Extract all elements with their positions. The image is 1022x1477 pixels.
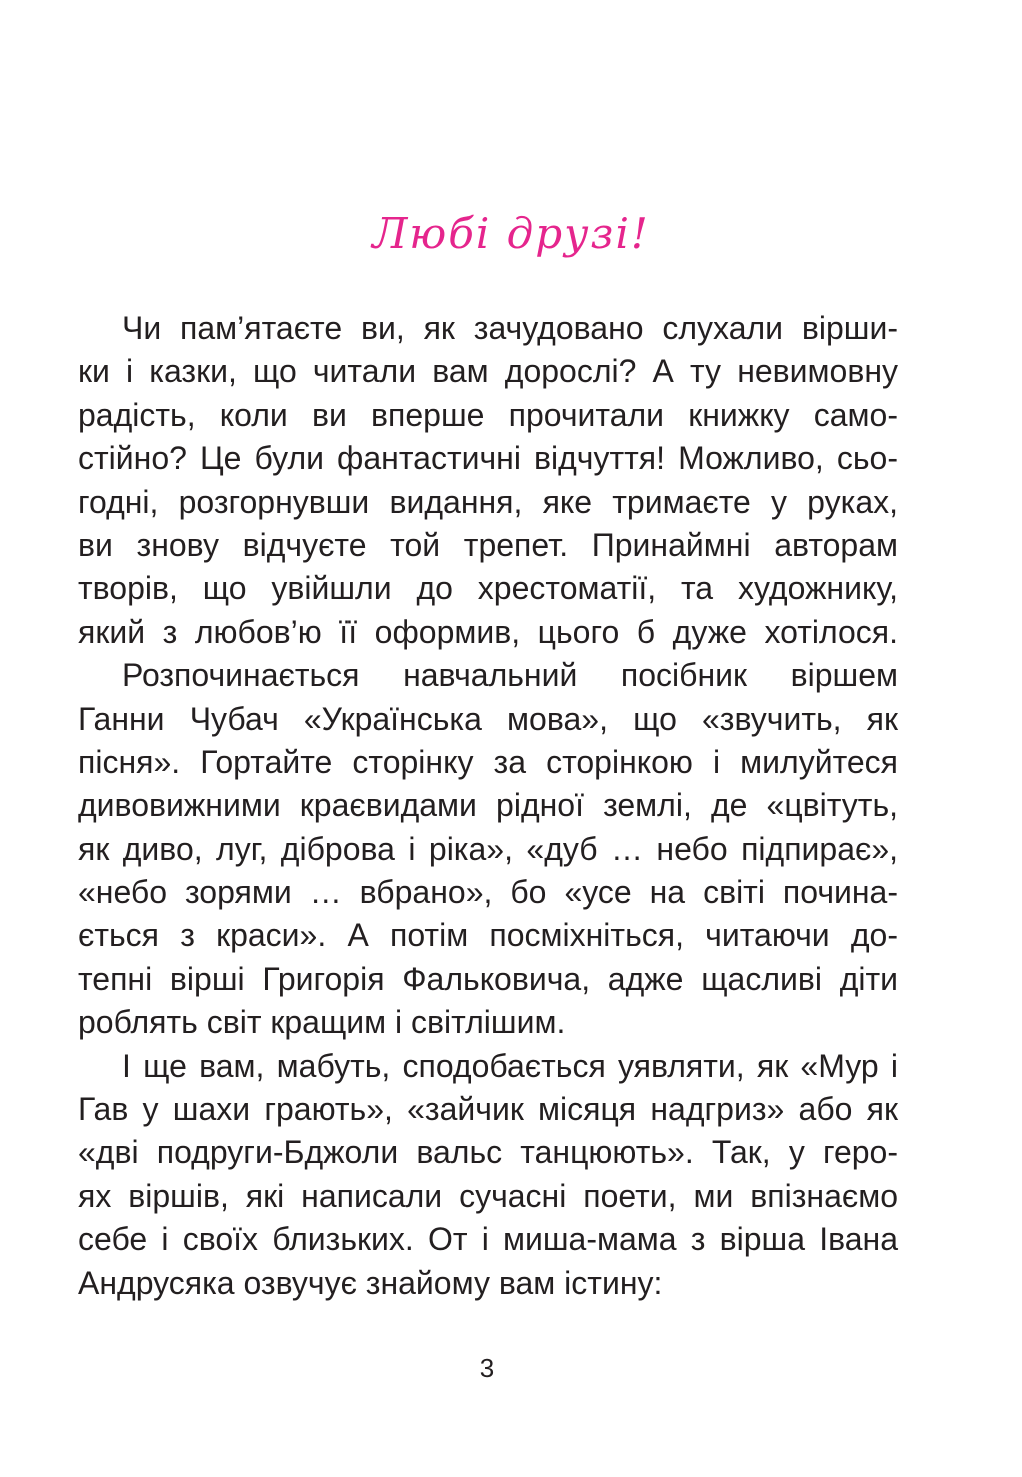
paragraph-line: радість, коли ви вперше прочитали книжку само- — [78, 396, 898, 433]
paragraph-line: який з любов’ю її оформив, цього б дуже хотілося. — [78, 613, 898, 650]
paragraph-line: ви знову відчуєте той трепет. Принаймні авторам — [78, 526, 898, 563]
paragraph-line: як диво, луг, діброва і ріка», «дуб … небо підпирає», — [78, 830, 898, 867]
paragraph-line: стійно? Це були фантастичні відчуття! Можливо, сьо- — [78, 440, 898, 477]
paragraph-3 — [78, 1045, 898, 1305]
paragraph-line: тепні вірші Григорія Фальковича, адже щасливі діти — [78, 960, 898, 997]
paragraph-line: годні, розгорнувши видання, яке тримаєте у руках, — [78, 483, 898, 520]
body-text — [78, 307, 898, 1305]
page-title: Любі друзі! — [372, 209, 650, 258]
paragraph-line: ки і казки, що читали вам дорослі? А ту невимовну — [78, 353, 898, 390]
paragraph-line: Розпочинається навчальний посібник віршем — [122, 657, 898, 694]
paragraph-line: Гав у шахи грають», «зайчик місяця надгриз» або як — [78, 1091, 898, 1128]
paragraph-line: Чи пам’ятаєте ви, як зачудовано слухали вірши- — [122, 310, 898, 346]
paragraph-line: І ще вам, мабуть, сподобається уявляти, як «Мур і — [122, 1047, 898, 1084]
paragraph-1 — [78, 307, 898, 654]
paragraph-line: «небо зорями … вбрано», бо «усе на світі почина- — [78, 874, 898, 911]
paragraph-line: дивовижними краєвидами рідної землі, де «цвітуть, — [78, 787, 898, 824]
paragraph-line: Ганни Чубач «Українська мова», що «звучить, як — [78, 700, 898, 737]
paragraph-2 — [78, 654, 898, 1045]
paragraph-line: роблять світ кращим і світлішим. — [78, 1004, 566, 1041]
paragraph-line: пісня». Гортайте сторінку за сторінкою і милуйтеся — [78, 743, 898, 780]
paragraph-line: «дві подруги-Бджоли вальс танцюють». Так, у геро- — [78, 1134, 898, 1171]
paragraph-line: Андрусяка озвучує знайому вам істину: — [78, 1264, 663, 1301]
paragraph-line: ється з краси». А потім посміхніться, читаючи до- — [78, 917, 898, 954]
paragraph-line: ях віршів, які написали сучасні поети, ми впізнаємо — [78, 1177, 898, 1214]
paragraph-line: творів, що увійшли до хрестоматії, та художнику, — [78, 570, 898, 607]
paragraph-line: себе і своїх близьких. От і миша-мама з вірша Івана — [78, 1221, 898, 1258]
page-number: 3 — [479, 1353, 495, 1383]
